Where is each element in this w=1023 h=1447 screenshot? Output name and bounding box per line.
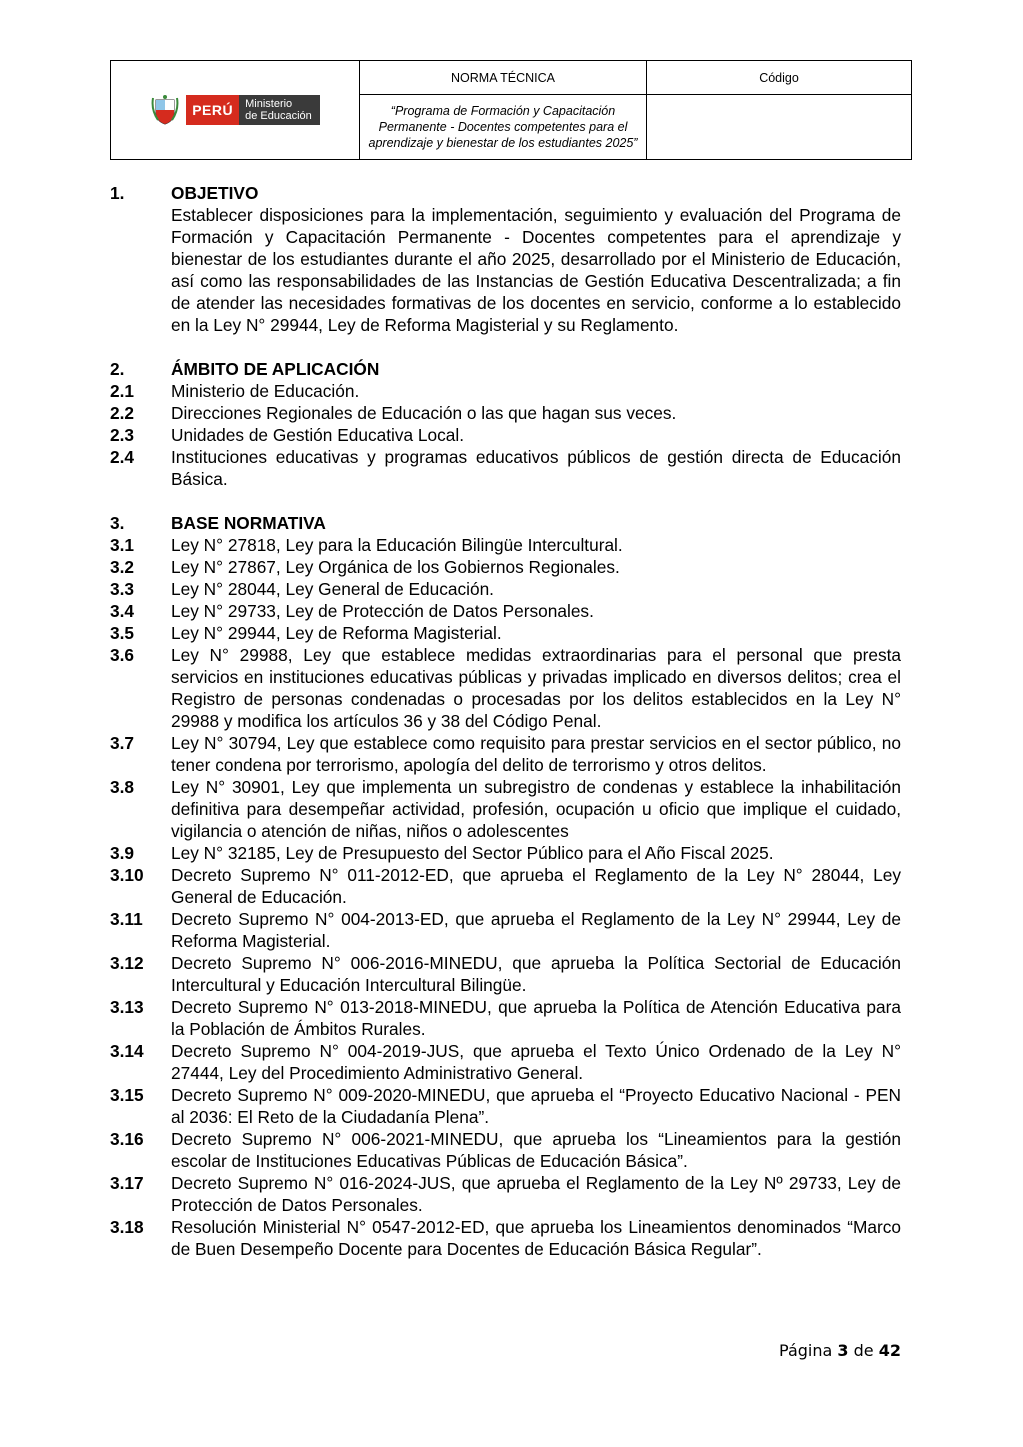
logo-cell xyxy=(111,61,360,160)
list-item xyxy=(110,1128,901,1172)
item-text: Ley N° 30901, Ley que implementa un subregistro de condenas y establece la inhabilitación definitiva para desempeñar actividad, profesión, ocupación u oficio que implique el cuidado, vigilancia o atención de niñas, niños o adolescentes xyxy=(171,777,901,841)
item-number: 3.14 xyxy=(110,1041,144,1061)
item-number: 3.6 xyxy=(110,645,135,665)
item-number: 3.15 xyxy=(110,1085,144,1105)
section-heading xyxy=(110,182,901,204)
section-title: ÁMBITO DE APLICACIÓN xyxy=(171,359,380,379)
list-item xyxy=(110,908,901,952)
list-item xyxy=(110,402,901,424)
section-number: 3. xyxy=(110,513,125,533)
list-item xyxy=(110,622,901,644)
item-number: 3.17 xyxy=(110,1173,144,1193)
item-number: 3.4 xyxy=(110,601,135,621)
section-paragraph xyxy=(110,204,901,336)
item-number: 3.11 xyxy=(110,909,143,929)
list-item xyxy=(110,424,901,446)
page-footer xyxy=(779,1341,901,1360)
item-text: Resolución Ministerial N° 0547-2012-ED, que aprueba los Lineamientos denominados “Marco de Buen Desempeño Docente para Docentes de Educación Básica Regular”. xyxy=(171,1217,901,1259)
item-text: Ley N° 29944, Ley de Reforma Magisterial. xyxy=(171,623,502,643)
list-item xyxy=(110,380,901,402)
total-pages: 42 xyxy=(878,1341,901,1360)
list-item xyxy=(110,1172,901,1216)
item-text: Ley N° 29988, Ley que establece medidas extraordinarias para el personal que presta servicios en instituciones educativas públicas y privadas implicado en diversos delitos; crea el Registro de personas condenadas o procesadas por los delitos establecidos en la Ley N° 29988 y modifica los artículos 36 y 38 del Código Penal. xyxy=(171,645,901,731)
list-item xyxy=(110,534,901,556)
list-item xyxy=(110,1040,901,1084)
item-text: Decreto Supremo N° 009-2020-MINEDU, que aprueba el “Proyecto Educativo Nacional - PEN al 2036: El Reto de la Ciudadanía Plena”. xyxy=(171,1085,901,1127)
item-text: Ley N° 27818, Ley para la Educación Bilingüe Intercultural. xyxy=(171,535,623,555)
item-number: 2.3 xyxy=(110,425,135,445)
item-number: 3.9 xyxy=(110,843,135,863)
list-item xyxy=(110,864,901,908)
item-text: Decreto Supremo N° 011-2012-ED, que aprueba el Reglamento de la Ley N° 28044, Ley General de Educación. xyxy=(171,865,901,907)
item-text: Decreto Supremo N° 004-2019-JUS, que aprueba el Texto Único Ordenado de la Ley N° 27444, Ley del Procedimiento Administrativo General. xyxy=(171,1041,901,1083)
item-text: Decreto Supremo N° 004-2013-ED, que aprueba el Reglamento de la Ley N° 29944, Ley de Reforma Magisterial. xyxy=(171,909,901,951)
peru-logo-text: PERÚ xyxy=(186,95,239,125)
codigo-value xyxy=(647,95,912,160)
ministry-line1: Ministerio xyxy=(245,98,293,110)
section-title: OBJETIVO xyxy=(171,183,259,203)
list-item xyxy=(110,732,901,776)
item-number: 3.1 xyxy=(110,535,135,555)
item-text: Ley N° 27867, Ley Orgánica de los Gobiernos Regionales. xyxy=(171,557,620,577)
item-number: 3.16 xyxy=(110,1129,144,1149)
item-text: Unidades de Gestión Educativa Local. xyxy=(171,425,465,445)
item-number: 3.2 xyxy=(110,557,135,577)
item-number: 2.4 xyxy=(110,447,135,467)
ministry-logo-text xyxy=(239,95,320,125)
item-number: 3.5 xyxy=(110,623,135,643)
item-number: 3.8 xyxy=(110,777,135,797)
list-item xyxy=(110,842,901,864)
item-text: Decreto Supremo N° 013-2018-MINEDU, que aprueba la Política de Atención Educativa para la Población de Ámbitos Rurales. xyxy=(171,997,901,1039)
item-text: Ley N° 29733, Ley de Protección de Datos Personales. xyxy=(171,601,594,621)
section-title: BASE NORMATIVA xyxy=(171,513,326,533)
ministry-logo xyxy=(111,94,359,126)
item-number: 3.10 xyxy=(110,865,144,885)
peru-coat-of-arms-icon xyxy=(150,94,180,126)
ministry-line2: de Educación xyxy=(245,110,312,122)
section-number: 2. xyxy=(110,359,125,379)
item-text: Decreto Supremo N° 016-2024-JUS, que aprueba el Reglamento de la Ley Nº 29733, Ley de Protección de Datos Personales. xyxy=(171,1173,901,1215)
list-item xyxy=(110,644,901,732)
item-number: 3.3 xyxy=(110,579,135,599)
item-text: Decreto Supremo N° 006-2016-MINEDU, que aprueba la Política Sectorial de Educación Intercultural y Educación Intercultural Bilingüe. xyxy=(171,953,901,995)
item-number: 2.1 xyxy=(110,381,135,401)
list-item xyxy=(110,952,901,996)
item-text: Ley N° 28044, Ley General de Educación. xyxy=(171,579,494,599)
of-word: de xyxy=(853,1341,874,1360)
list-item xyxy=(110,556,901,578)
list-item xyxy=(110,1084,901,1128)
item-number: 2.2 xyxy=(110,403,135,423)
list-item xyxy=(110,446,901,490)
objective-text: Establecer disposiciones para la implementación, seguimiento y evaluación del Programa de Formación y Capacitación Permanente - Docentes competentes para el aprendizaje y bienestar de los estudiantes durante el año 2025, desarrollado por el Ministerio de Educación, así como las responsabilidades de las Instancias de Gestión Educativa Descentralizada; a fin de atender las necesidades formativas de los docentes en servicio, conforme a lo establecido en la Ley N° 29944, Ley de Reforma Magisterial y su Reglamento. xyxy=(171,205,901,335)
item-text: Ley N° 30794, Ley que establece como requisito para prestar servicios en el sector público, no tener condena por terrorismo, apología del delito de terrorismo y otros delitos. xyxy=(171,733,901,775)
section-heading xyxy=(110,512,901,534)
list-item xyxy=(110,996,901,1040)
program-title: “Programa de Formación y Capacitación Permanente - Docentes competentes para el aprendizaje y bienestar de los estudiantes 2025” xyxy=(360,95,647,160)
list-item xyxy=(110,776,901,842)
item-text: Ministerio de Educación. xyxy=(171,381,360,401)
item-number: 3.13 xyxy=(110,997,144,1017)
document-header-table xyxy=(110,60,912,160)
item-text: Decreto Supremo N° 006-2021-MINEDU, que aprueba los “Lineamientos para la gestión escolar de Instituciones Educativas Públicas de Educación Básica”. xyxy=(171,1129,901,1171)
item-text: Ley N° 32185, Ley de Presupuesto del Sector Público para el Año Fiscal 2025. xyxy=(171,843,774,863)
page-word: Página xyxy=(779,1341,833,1360)
item-number: 3.12 xyxy=(110,953,144,973)
item-text: Direcciones Regionales de Educación o las que hagan sus veces. xyxy=(171,403,677,423)
item-number: 3.7 xyxy=(110,733,135,753)
norma-label: NORMA TÉCNICA xyxy=(360,61,647,95)
document-body xyxy=(110,182,901,1260)
list-item xyxy=(110,600,901,622)
section-heading xyxy=(110,358,901,380)
section-number: 1. xyxy=(110,183,125,203)
codigo-label: Código xyxy=(647,61,912,95)
current-page: 3 xyxy=(837,1341,849,1360)
item-text: Instituciones educativas y programas educativos públicos de gestión directa de Educación Básica. xyxy=(171,447,901,489)
list-item xyxy=(110,578,901,600)
list-item xyxy=(110,1216,901,1260)
item-number: 3.18 xyxy=(110,1217,144,1237)
